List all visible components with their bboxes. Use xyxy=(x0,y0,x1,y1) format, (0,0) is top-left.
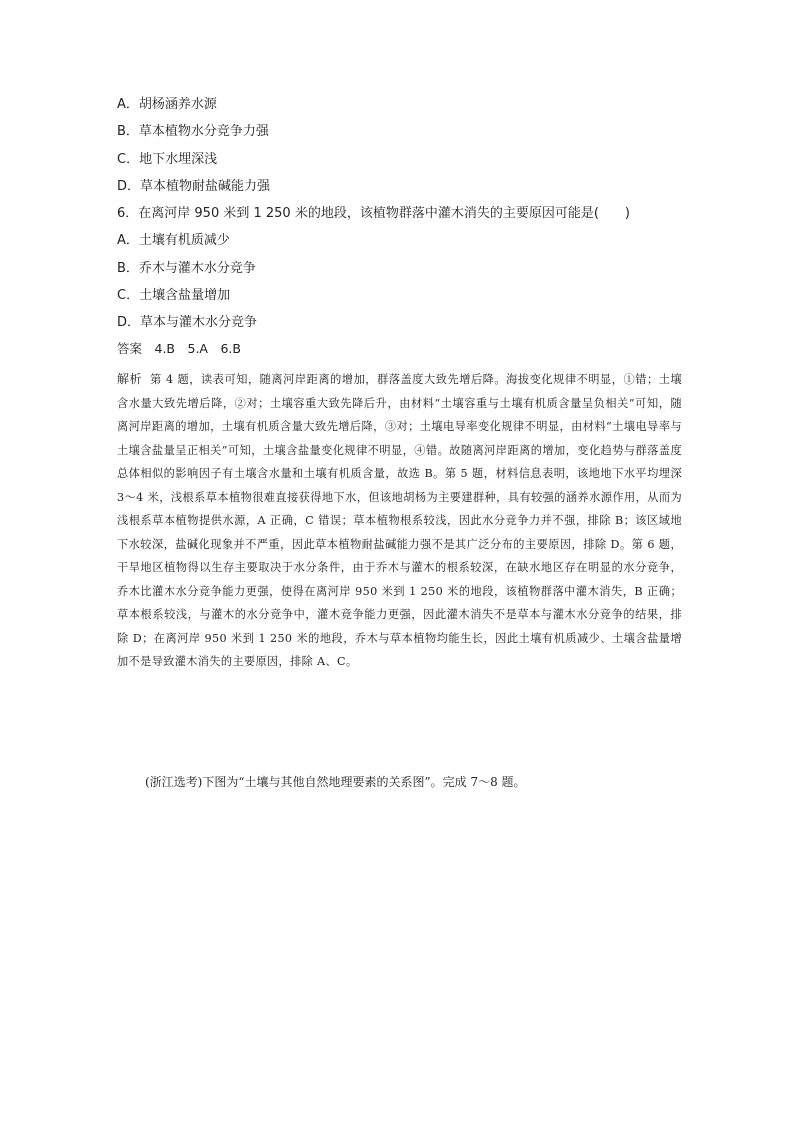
analysis-label: 解析 xyxy=(117,372,143,386)
option-q6-a: A．土壤有机质减少 xyxy=(117,233,230,248)
analysis-text: 第 4 题，读表可知，随离河岸距离的增加，群落盖度大致先增后降。海拔变化规律不明显，①错；土壤含水量大致先增后降，②对；土壤容重大致先降后升，由材料“土壤容重与土壤有机质含量呈负相关”可知，随离河岸距离的增加，土壤有机质含量大致先增后降，③对；土壤电导率变化规律不明显，由材料“土壤电导率与土壤含盐量呈正相关”可知，土壤含盐量变化规律不明显，④错。故随离河岸距离的增加，变化趋势与群落盖度总体相似的影响因子有土壤含水量和土壤有机质含量，故选 B。第 5 题，材料信息表明，该地地下水平均埋深 3～4 米，浅根系草本植物很难直接获得地下水，但该地胡杨为主要建群种，具有较强的涵养水源作用，从而为浅根系草本植物提供水源，A 正确，C 错误；草本植物根系较浅，因此水分竞争力并不强，排除 B；该区域地下水较深，盐碱化现象并不严重，因此草本植物耐盐碱能力强不是其广泛分布的主要原因，排除 D。第 6 题，干旱地区植物得以生存主要取决于水分条件，由于乔木与灌木的根系较深，在缺水地区存在明显的水分竞争，乔木比灌木水分竞争能力更强，使得在离河岸 950 米到 1 250 米的地段，该植物群落中灌木消失，B 正确；草本根系较浅，与灌木的水分竞争中，灌木竞争能力更强，因此灌木消失不是草本与灌木水分竞争的结果，排除 D；在离河岸 950 米到 1 250 米的地段，乔木与草本植物均能生长，因此土壤有机质减少、土壤含盐量增加不是导致灌木消失的主要原因，排除 A、C。 xyxy=(117,373,683,668)
option-q6-d: D．草本与灌木水分竞争 xyxy=(117,315,258,330)
next-section-intro: (浙江选考)下图为“土壤与其他自然地理要素的关系图”。完成 7～8 题。 xyxy=(145,775,526,789)
option-q5-b: B．草本植物水分竞争力强 xyxy=(117,124,269,139)
option-q6-b: B．乔木与灌木水分竞争 xyxy=(117,261,256,276)
option-q6-c: C．土壤含盐量增加 xyxy=(117,288,231,303)
option-q5-a: A．胡杨涵养水源 xyxy=(117,97,217,112)
option-q5-d: D．草本植物耐盐碱能力强 xyxy=(117,179,271,194)
option-q5-c: C．地下水埋深浅 xyxy=(117,152,218,167)
question-6: 6．在离河岸 950 米到 1 250 米的地段，该植物群落中灌木消失的主要原因可能是( ) xyxy=(117,206,630,221)
answer-line: 答案 4.B 5.A 6.B xyxy=(117,341,241,356)
analysis-paragraph xyxy=(117,368,682,674)
